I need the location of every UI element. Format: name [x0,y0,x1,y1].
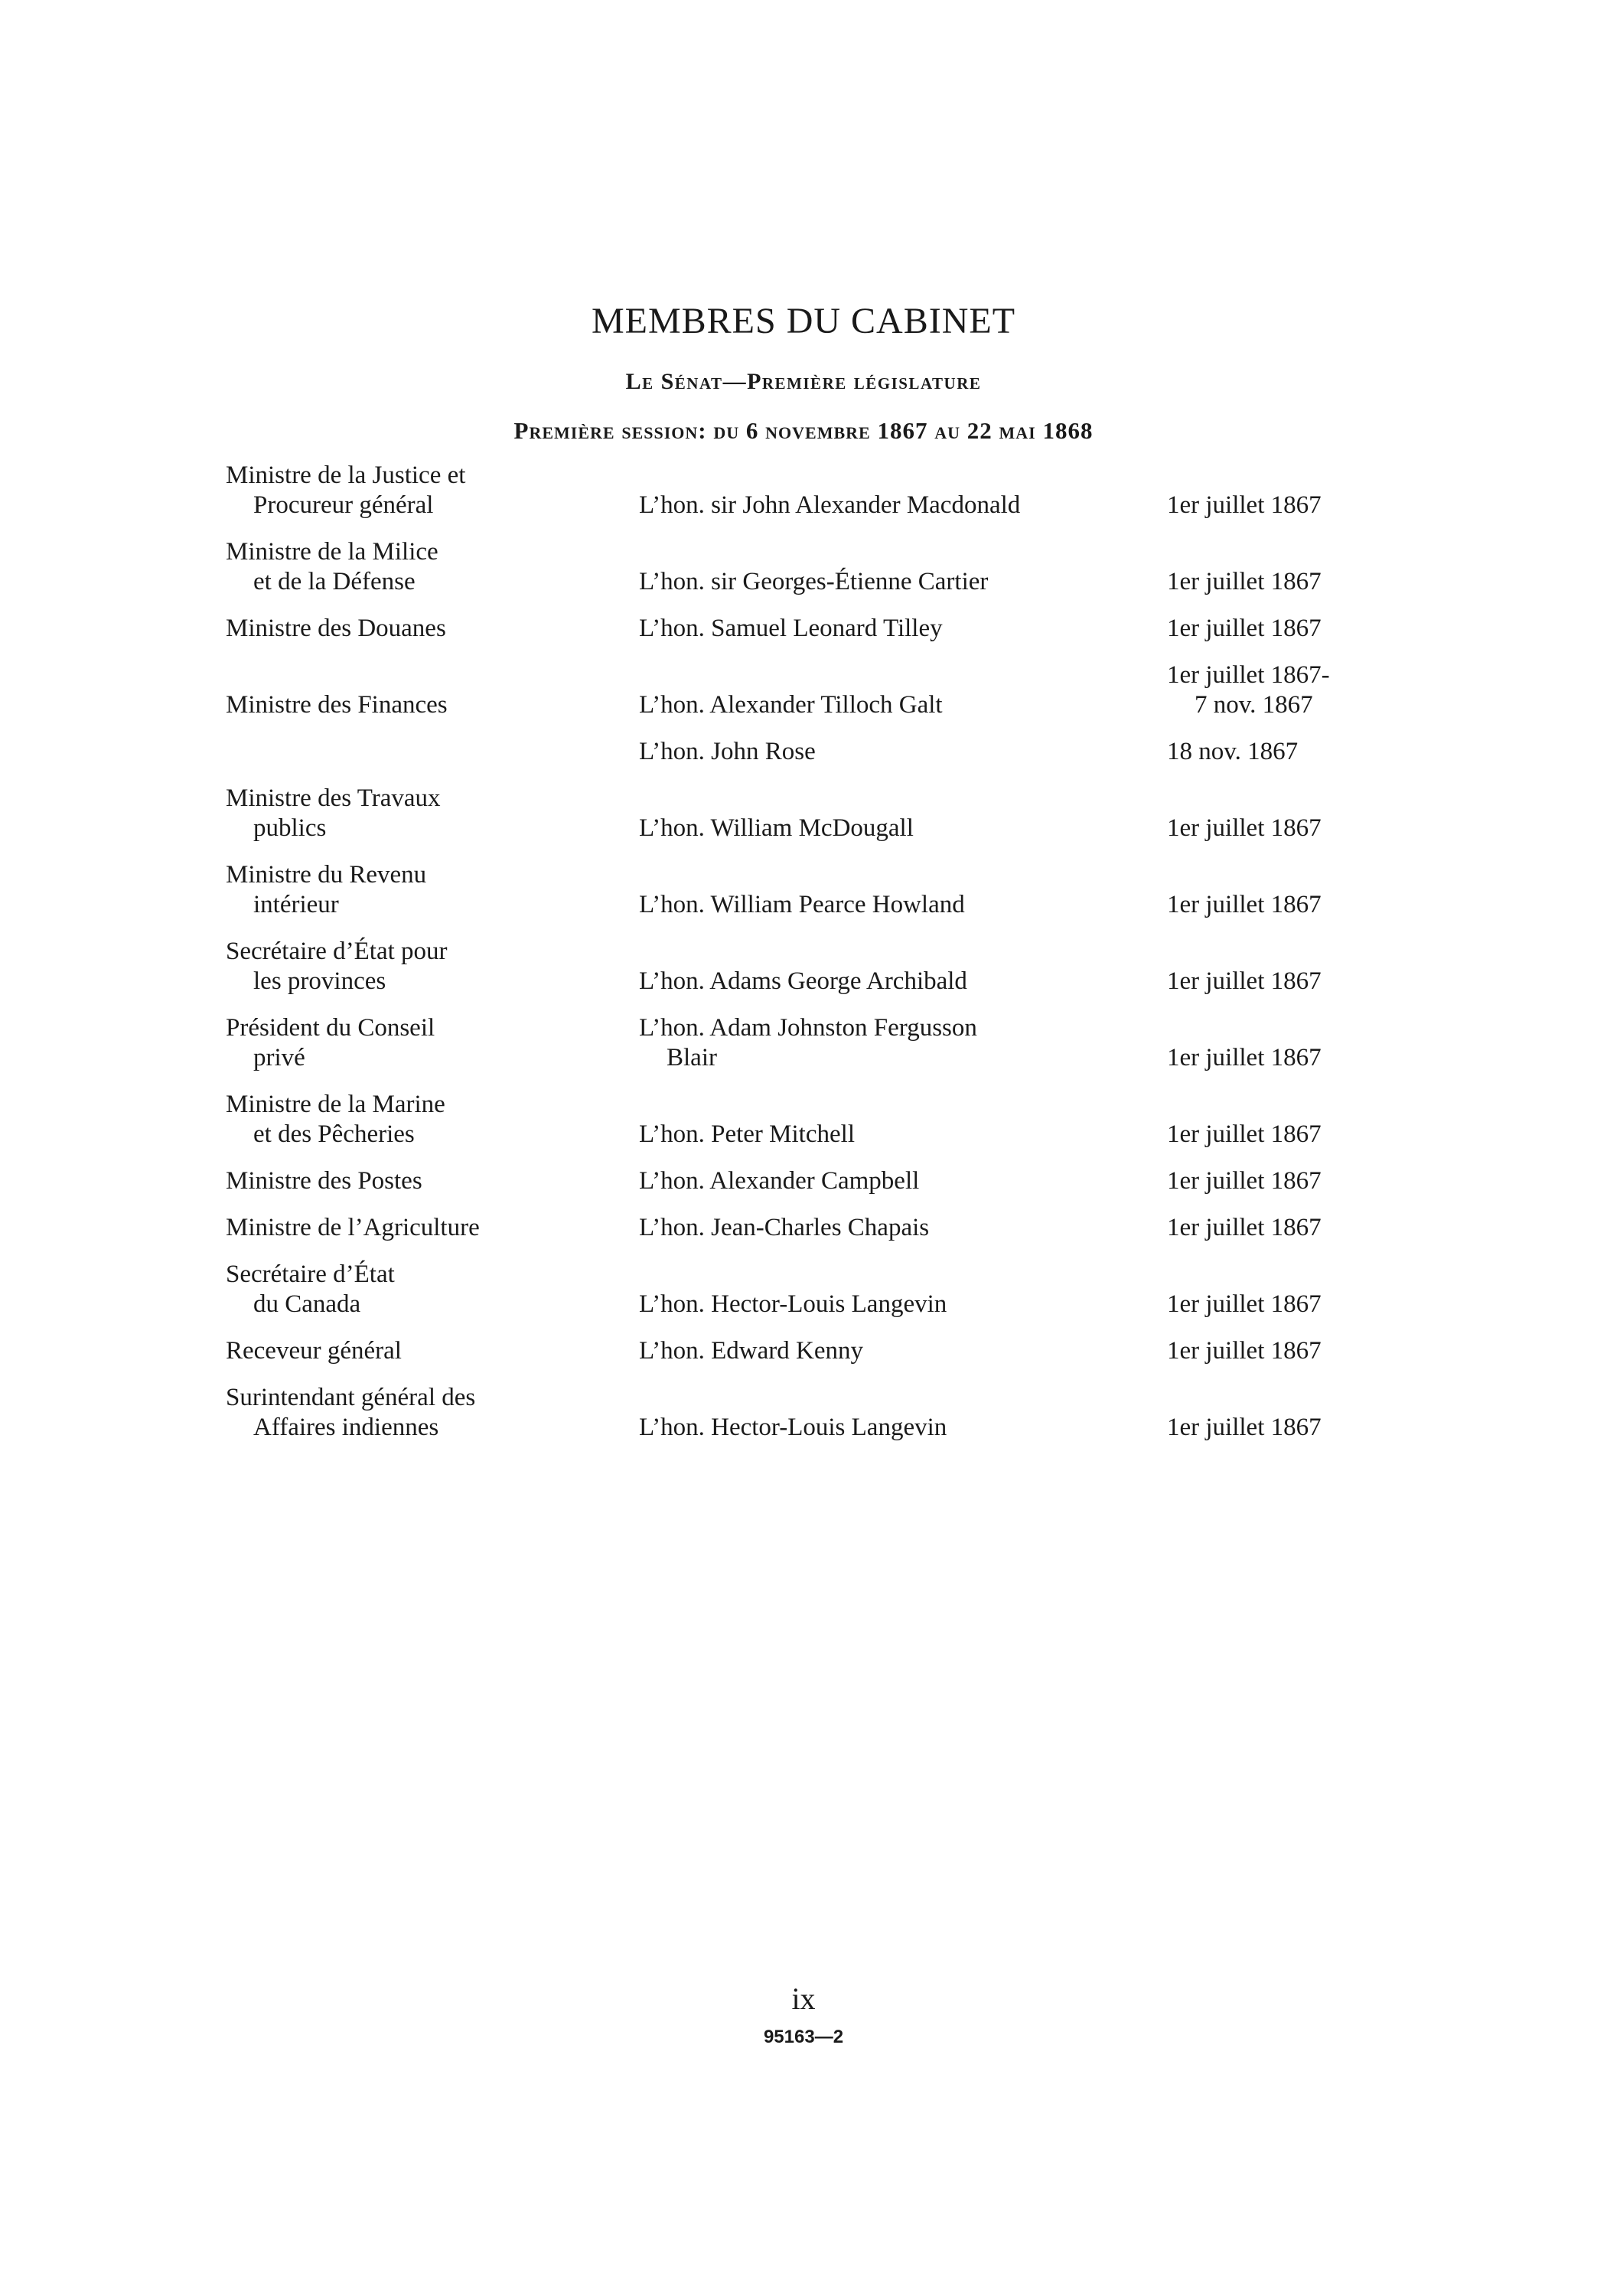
portfolio-cell [226,1383,639,1459]
table-row [226,614,1404,660]
portfolio-cell [226,737,639,784]
member-line: L’hon. John Rose [639,738,816,765]
portfolio-cell [226,1013,639,1090]
member-line: Blair [667,1044,717,1071]
member-cell [639,1383,1167,1459]
member-line: L’hon. sir John Alexander Macdonald [639,491,1021,519]
date-cell [1167,614,1404,660]
portfolio-line: les provinces [253,967,386,995]
portfolio-cell [226,1336,639,1383]
member-cell [639,614,1167,660]
member-cell [639,660,1167,737]
date-cell [1167,537,1404,614]
date-line: 1er juillet 1867 [1167,814,1322,842]
date-cell [1167,1013,1404,1090]
table-row [226,1166,1404,1213]
session-heading: Première session: du 6 novembre 1867 au 22 mai 1868 [513,417,1094,444]
member-cell [639,1090,1167,1166]
portfolio-cell [226,537,639,614]
portfolio-line: Surintendant général des [226,1384,476,1411]
member-cell [639,937,1167,1013]
member-line: L’hon. Alexander Campbell [639,1167,920,1195]
date-line: 1er juillet 1867 [1167,1337,1322,1365]
member-line: L’hon. Adam Johnston Fergusson [639,1014,977,1042]
table-row [226,1383,1404,1459]
date-cell [1167,461,1404,537]
portfolio-line: publics [253,814,327,842]
date-line: 1er juillet 1867 [1167,615,1322,642]
table-row [226,1213,1404,1260]
portfolio-cell [226,614,639,660]
cabinet-table [226,461,1404,1459]
portfolio-line: Ministre des Postes [226,1167,422,1195]
date-line: 7 nov. 1867 [1195,691,1313,719]
portfolio-line: Ministre du Revenu [226,861,427,889]
portfolio-cell [226,461,639,537]
member-line: L’hon. Edward Kenny [639,1337,863,1365]
date-line: 1er juillet 1867 [1167,568,1322,595]
portfolio-line: Ministre de la Marine [226,1091,445,1118]
date-cell [1167,1090,1404,1166]
portfolio-line: Ministre de la Justice et [226,461,466,489]
date-line: 1er juillet 1867 [1167,1044,1322,1071]
member-cell [639,537,1167,614]
portfolio-line: Receveur général [226,1337,402,1365]
member-line: L’hon. William Pearce Howland [639,891,965,918]
portfolio-cell [226,1090,639,1166]
portfolio-line: Secrétaire d’État [226,1261,395,1288]
date-cell [1167,1383,1404,1459]
member-cell [639,1260,1167,1336]
member-line: L’hon. Jean-Charles Chapais [639,1214,930,1241]
date-line: 1er juillet 1867 [1167,491,1322,519]
portfolio-line: Secrétaire d’État pour [226,938,448,965]
member-cell [639,737,1167,784]
date-cell [1167,1260,1404,1336]
page-number: ix [791,1981,816,2016]
portfolio-cell [226,937,639,1013]
portfolio-line: et de la Défense [253,568,416,595]
date-cell [1167,1336,1404,1383]
table-row [226,537,1404,614]
table-row [226,1336,1404,1383]
table-row [226,784,1404,860]
date-line: 1er juillet 1867- [1167,661,1330,689]
portfolio-line: Ministre des Douanes [226,615,446,642]
portfolio-cell [226,784,639,860]
portfolio-line: Affaires indiennes [253,1414,439,1441]
member-cell [639,784,1167,860]
portfolio-line: et des Pêcheries [253,1120,415,1148]
portfolio-cell [226,1213,639,1260]
member-line: L’hon. Hector-Louis Langevin [639,1414,947,1441]
member-cell [639,461,1167,537]
date-cell [1167,860,1404,937]
date-cell [1167,737,1404,784]
portfolio-line: privé [253,1044,305,1071]
portfolio-cell [226,660,639,737]
date-cell [1167,1166,1404,1213]
member-cell [639,1166,1167,1213]
portfolio-line: intérieur [253,891,339,918]
member-line: L’hon. Peter Mitchell [639,1120,855,1148]
date-cell [1167,784,1404,860]
page-title: MEMBRES DU CABINET [591,301,1016,341]
date-line: 1er juillet 1867 [1167,1120,1322,1148]
member-cell [639,1013,1167,1090]
portfolio-line: Ministre des Finances [226,691,448,719]
table-row [226,1260,1404,1336]
member-cell [639,1336,1167,1383]
table-row [226,660,1404,737]
member-line: L’hon. William McDougall [639,814,914,842]
portfolio-line: Ministre des Travaux [226,784,441,812]
date-cell [1167,937,1404,1013]
member-line: L’hon. Alexander Tilloch Galt [639,691,943,719]
cabinet-table-body [226,461,1404,1459]
date-line: 1er juillet 1867 [1167,891,1322,918]
date-line: 1er juillet 1867 [1167,1167,1322,1195]
date-line: 1er juillet 1867 [1167,967,1322,995]
table-row [226,461,1404,537]
portfolio-cell [226,860,639,937]
member-line: L’hon. Hector-Louis Langevin [639,1290,947,1318]
portfolio-cell [226,1260,639,1336]
date-line: 1er juillet 1867 [1167,1214,1322,1241]
member-cell [639,1213,1167,1260]
portfolio-cell [226,1166,639,1213]
table-row [226,737,1404,784]
member-line: L’hon. Adams George Archibald [639,967,967,995]
date-line: 1er juillet 1867 [1167,1290,1322,1318]
date-cell [1167,660,1404,737]
table-row [226,860,1404,937]
date-cell [1167,1213,1404,1260]
date-line: 1er juillet 1867 [1167,1414,1322,1441]
portfolio-line: du Canada [253,1290,361,1318]
portfolio-line: Procureur général [253,491,434,519]
member-cell [639,860,1167,937]
table-row [226,1013,1404,1090]
print-code: 95163—2 [763,2027,844,2047]
portfolio-line: Ministre de l’Agriculture [226,1214,480,1241]
table-row [226,1090,1404,1166]
chamber-subtitle: Le Sénat—Première législature [625,369,982,394]
portfolio-line: Président du Conseil [226,1014,435,1042]
table-row [226,937,1404,1013]
date-line: 18 nov. 1867 [1167,738,1299,765]
member-line: L’hon. Samuel Leonard Tilley [639,615,943,642]
portfolio-line: Ministre de la Milice [226,538,438,566]
member-line: L’hon. sir Georges-Étienne Cartier [639,568,989,595]
